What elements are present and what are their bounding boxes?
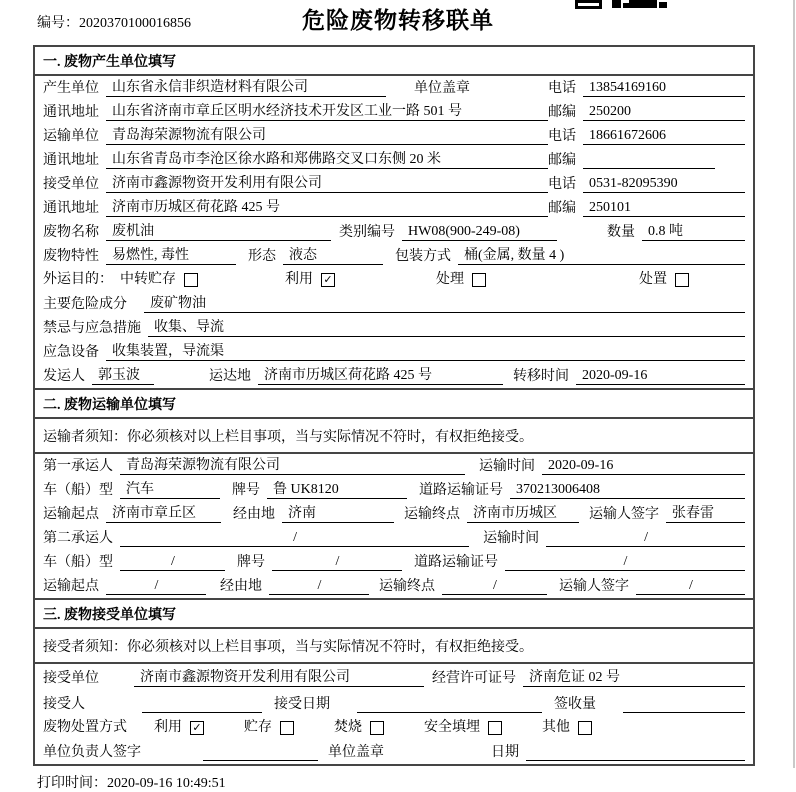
row-receiving-person (35, 690, 753, 716)
packing-value: 桶(金属, 数量 4 ) (458, 247, 745, 265)
form-header (0, 0, 796, 45)
transfer-time-label: 转移时间 (513, 369, 569, 384)
row-receiver (35, 172, 753, 196)
row-producer (35, 76, 753, 100)
row-receiving-unit (35, 664, 753, 690)
option-label: 安全填埋 (424, 720, 480, 735)
via1-value: 济南 (282, 505, 394, 523)
disposal-option-utilize (154, 719, 204, 736)
checkbox-unchecked (280, 721, 294, 735)
checkbox-checked: ✓ (190, 721, 204, 735)
purpose-label: 外运目的： (43, 272, 113, 287)
purpose-option-dispose (639, 271, 689, 288)
zip-label: 邮编 (548, 201, 576, 216)
packing-label: 包装方式 (395, 249, 451, 264)
hazard-label: 主要危险成分 (43, 297, 127, 312)
option-label: 其他 (542, 720, 570, 735)
carrier2-label: 第二承运人 (43, 531, 113, 546)
transporter-label: 运输单位 (43, 129, 99, 144)
transfer-time-value: 2020-09-16 (576, 367, 745, 385)
permit2-value: / (505, 553, 745, 571)
manager-sign-label: 单位负责人签字 (43, 745, 141, 760)
address-label: 通讯地址 (43, 153, 99, 168)
row-hazard (35, 292, 753, 316)
equipment-label: 应急设备 (43, 345, 99, 360)
disposal-option-other (542, 719, 592, 736)
transporter-sign-label: 运输人签字 (559, 579, 629, 594)
producer-value: 山东省永信非织造材料有限公司 (106, 79, 386, 97)
checkbox-unchecked (472, 273, 486, 287)
carrier1-label: 第一承运人 (43, 459, 113, 474)
purpose-option-treat (436, 271, 639, 288)
shipper-value: 郭玉波 (92, 367, 154, 385)
row-carrier2 (35, 526, 753, 550)
via2-value: / (269, 577, 369, 595)
row-carrier1 (35, 454, 753, 478)
purpose-option-transfer-storage (120, 271, 285, 288)
end1-value: 济南市历城区 (467, 505, 579, 523)
receiving-date-value (357, 696, 542, 713)
row-purpose (35, 268, 753, 292)
permit-label: 道路运输证号 (419, 483, 503, 498)
option-label: 利用 (285, 272, 313, 287)
unit-seal-label: 单位盖章 (414, 81, 470, 96)
form-value: 液态 (283, 247, 383, 265)
transporter-phone-value: 18661672606 (583, 127, 745, 145)
sign1-value: 张春雷 (666, 505, 745, 523)
sign2-value: / (636, 577, 745, 595)
date-value (526, 744, 745, 761)
signed-amount-value (623, 696, 745, 713)
quantity-label: 数量 (607, 225, 635, 240)
checkbox-checked: ✓ (321, 273, 335, 287)
waste-name-value: 废机油 (106, 223, 331, 241)
option-label: 中转贮存 (120, 272, 176, 287)
receiver-phone-value: 0531-82095390 (583, 175, 745, 193)
section1-header: 一. 废物产生单位填写 (35, 47, 753, 76)
plate1-value: 鲁 UK8120 (267, 481, 407, 499)
disposal-option-storage (244, 719, 294, 736)
purpose-option-utilize (285, 271, 436, 288)
taboo-label: 禁忌与应急措施 (43, 321, 141, 336)
section2-header: 二. 废物运输单位填写 (35, 388, 753, 419)
via-label: 经由地 (233, 507, 275, 522)
print-time-label: 打印时间： (37, 776, 107, 791)
phone-label: 电话 (548, 81, 576, 96)
vehicle1-value: 汽车 (120, 481, 220, 499)
option-label: 贮存 (244, 720, 272, 735)
disposal-option-landfill (424, 719, 502, 736)
destination-label: 运达地 (209, 369, 251, 384)
checkbox-unchecked (370, 721, 384, 735)
checkbox-unchecked (184, 273, 198, 287)
category-value: HW08(900-249-08) (402, 223, 557, 241)
row-vehicle2 (35, 550, 753, 574)
origin1-value: 济南市章丘区 (106, 505, 221, 523)
carrier1-value: 青岛海荣源物流有限公司 (120, 457, 465, 475)
producer-address-value: 山东省济南市章丘区明水经济技术开发区工业一路 501 号 (106, 103, 548, 121)
zip-label: 邮编 (548, 153, 576, 168)
carrier2-value: / (120, 529, 469, 547)
character-value: 易燃性, 毒性 (106, 247, 236, 265)
license-label: 经营许可证号 (432, 671, 516, 686)
row-receiver-address (35, 196, 753, 220)
date-label: 日期 (491, 745, 519, 760)
receiving-unit-value: 济南市鑫源物资开发利用有限公司 (134, 669, 424, 687)
page-edge-line (793, 0, 795, 768)
plate-label: 牌号 (237, 555, 265, 570)
origin-label: 运输起点 (43, 579, 99, 594)
transporter-sign-label: 运输人签字 (589, 507, 659, 522)
endpoint-label: 运输终点 (404, 507, 460, 522)
row-taboo (35, 316, 753, 340)
option-label: 焚烧 (334, 720, 362, 735)
print-time (37, 772, 796, 792)
option-label: 处理 (436, 272, 464, 287)
row-vehicle1 (35, 478, 753, 502)
receiving-person-label: 接受人 (43, 697, 85, 712)
equipment-value: 收集装置，导流渠 (106, 343, 745, 361)
hazard-value: 废矿物油 (144, 295, 745, 313)
producer-label: 产生单位 (43, 81, 99, 96)
receiver-notice: 接受者须知：你必须核对以上栏目事项，当与实际情况不符时，有权拒绝接受。 (35, 629, 753, 664)
checkbox-unchecked (675, 273, 689, 287)
row-route1 (35, 502, 753, 526)
destination-value: 济南市历城区荷花路 425 号 (258, 367, 503, 385)
row-transporter-address (35, 148, 753, 172)
row-shipper (35, 364, 753, 388)
row-transporter (35, 124, 753, 148)
manager-sign-value (203, 744, 318, 761)
receiver-label: 接受单位 (43, 177, 99, 192)
checkbox-unchecked (488, 721, 502, 735)
vehicle-type-label: 车（船）型 (43, 555, 113, 570)
row-route2 (35, 574, 753, 598)
option-label: 利用 (154, 720, 182, 735)
quantity-value: 0.8 吨 (642, 223, 745, 241)
form-number-label: 编号： (37, 16, 79, 31)
zip-label: 邮编 (548, 105, 576, 120)
disposal-option-incinerate (334, 719, 384, 736)
shipper-label: 发运人 (43, 369, 85, 384)
transporter-zip-value (583, 152, 715, 169)
section3-header: 三. 废物接受单位填写 (35, 598, 753, 629)
plate-label: 牌号 (232, 483, 260, 498)
signed-amount-label: 签收量 (554, 697, 596, 712)
producer-phone-value: 13854169160 (583, 79, 745, 97)
address-label: 通讯地址 (43, 105, 99, 120)
address-label: 通讯地址 (43, 201, 99, 216)
option-label: 处置 (639, 272, 667, 287)
row-equipment (35, 340, 753, 364)
origin2-value: / (106, 577, 206, 595)
manifest-form (33, 45, 755, 766)
print-time-value: 2020-09-16 10:49:51 (107, 776, 226, 791)
end2-value: / (442, 577, 547, 595)
transporter-notice: 运输者须知：你必须核对以上栏目事项，当与实际情况不符时，有权拒绝接受。 (35, 419, 753, 454)
disposal-method-label: 废物处置方式 (43, 720, 127, 735)
row-manager-sign (35, 740, 753, 764)
plate2-value: / (272, 553, 402, 571)
page-title: 危险废物转移联单 (302, 8, 494, 33)
transport-time-label: 运输时间 (483, 531, 540, 546)
receiving-person-value (142, 696, 262, 713)
waste-name-label: 废物名称 (43, 225, 99, 240)
producer-zip-value: 250200 (583, 103, 745, 121)
receiver-zip-value: 250101 (583, 199, 745, 217)
category-label: 类别编号 (339, 225, 395, 240)
checkbox-unchecked (578, 721, 592, 735)
receiving-date-label: 接受日期 (274, 697, 330, 712)
row-waste-character (35, 244, 753, 268)
transport-time2-value: / (546, 529, 745, 547)
endpoint-label: 运输终点 (379, 579, 435, 594)
origin-label: 运输起点 (43, 507, 99, 522)
form-label: 形态 (248, 249, 276, 264)
receiver-address-value: 济南市历城区荷花路 425 号 (106, 199, 548, 217)
transport-time-label: 运输时间 (479, 459, 535, 474)
transport-time1-value: 2020-09-16 (542, 457, 745, 475)
permit-label: 道路运输证号 (414, 555, 498, 570)
row-producer-address (35, 100, 753, 124)
taboo-value: 收集、导流 (148, 319, 745, 337)
via-label: 经由地 (220, 579, 262, 594)
vehicle-type-label: 车（船）型 (43, 483, 113, 498)
permit1-value: 370213006408 (510, 481, 745, 499)
receiver-value: 济南市鑫源物资开发利用有限公司 (106, 175, 548, 193)
phone-label: 电话 (548, 129, 576, 144)
form-number-value: 2020370100016856 (79, 16, 191, 31)
license-value: 济南危证 02 号 (523, 669, 745, 687)
phone-label: 电话 (548, 177, 576, 192)
row-disposal-method (35, 716, 753, 740)
transporter-value: 青岛海荣源物流有限公司 (106, 127, 548, 145)
character-label: 废物特性 (43, 249, 99, 264)
transporter-address-value: 山东省青岛市李沧区徐水路和郑佛路交叉口东侧 20 米 (106, 151, 548, 169)
receiving-unit-label: 接受单位 (43, 671, 99, 686)
row-waste-name (35, 220, 753, 244)
vehicle2-value: / (120, 553, 225, 571)
unit-seal-label: 单位盖章 (328, 745, 384, 760)
